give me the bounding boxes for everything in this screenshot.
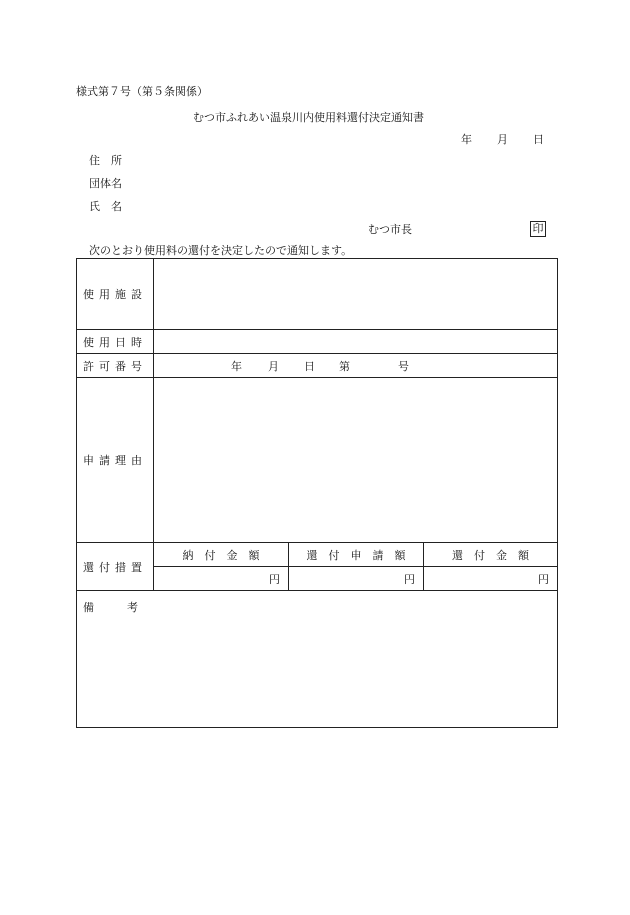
date-year-label: 年 xyxy=(461,133,472,146)
remarks-cell[interactable] xyxy=(77,591,558,728)
facility-row xyxy=(77,259,558,330)
permit-year-label: 年 xyxy=(231,359,242,373)
date-month-label: 月 xyxy=(497,133,508,146)
issuer-label: むつ市長 xyxy=(368,223,412,236)
remarks-label: 備 考 xyxy=(83,601,138,614)
refund-yen-unit: 円 xyxy=(538,572,550,586)
reason-row xyxy=(77,378,558,543)
requested-amount-header: 還 付 申 請 額 xyxy=(289,543,424,567)
date-day-label: 日 xyxy=(533,133,544,146)
facility-label-cell xyxy=(77,259,154,330)
permit-row xyxy=(77,354,558,378)
organization-label: 団体名 xyxy=(89,177,122,190)
permit-value-cell[interactable] xyxy=(154,354,558,378)
refund-header-row xyxy=(77,543,558,567)
name-label: 氏 名 xyxy=(89,200,122,213)
facility-label: 使用施設 xyxy=(83,288,147,301)
address-label: 住 所 xyxy=(89,154,122,167)
permit-day-label: 日 xyxy=(304,359,315,373)
paid-amount-cell[interactable] xyxy=(154,567,289,591)
permit-month-label: 月 xyxy=(268,359,279,373)
datetime-label-cell xyxy=(77,330,154,354)
paid-amount-header: 納 付 金 額 xyxy=(154,543,289,567)
remarks-row xyxy=(77,591,558,728)
paid-yen-unit: 円 xyxy=(269,572,280,586)
facility-value-cell[interactable] xyxy=(154,259,558,330)
reason-label: 申請理由 xyxy=(83,454,147,467)
reason-label-cell xyxy=(77,378,154,543)
permit-label-cell xyxy=(77,354,154,378)
datetime-row xyxy=(77,330,558,354)
requested-amount-cell[interactable] xyxy=(289,567,424,591)
document-title: むつ市ふれあい温泉川内使用料還付決定通知書 xyxy=(193,111,424,124)
permit-go-label: 号 xyxy=(398,359,409,373)
permit-dai-label: 第 xyxy=(339,359,350,373)
refund-amount-cell[interactable] xyxy=(424,567,558,591)
form-number: 様式第７号（第５条関係） xyxy=(76,85,208,98)
refund-label-cell xyxy=(77,543,154,591)
requested-yen-unit: 円 xyxy=(404,572,415,586)
permit-label: 許可番号 xyxy=(83,359,147,373)
refund-form-table xyxy=(76,258,558,728)
refund-amount-header: 還 付 金 額 xyxy=(424,543,558,567)
reason-value-cell[interactable] xyxy=(154,378,558,543)
datetime-value-cell[interactable] xyxy=(154,330,558,354)
refund-label: 還付措置 xyxy=(83,560,147,574)
intro-text: 次のとおり使用料の還付を決定したので通知します。 xyxy=(89,244,353,257)
datetime-label: 使用日時 xyxy=(83,335,147,349)
seal-mark: 印 xyxy=(530,221,546,237)
